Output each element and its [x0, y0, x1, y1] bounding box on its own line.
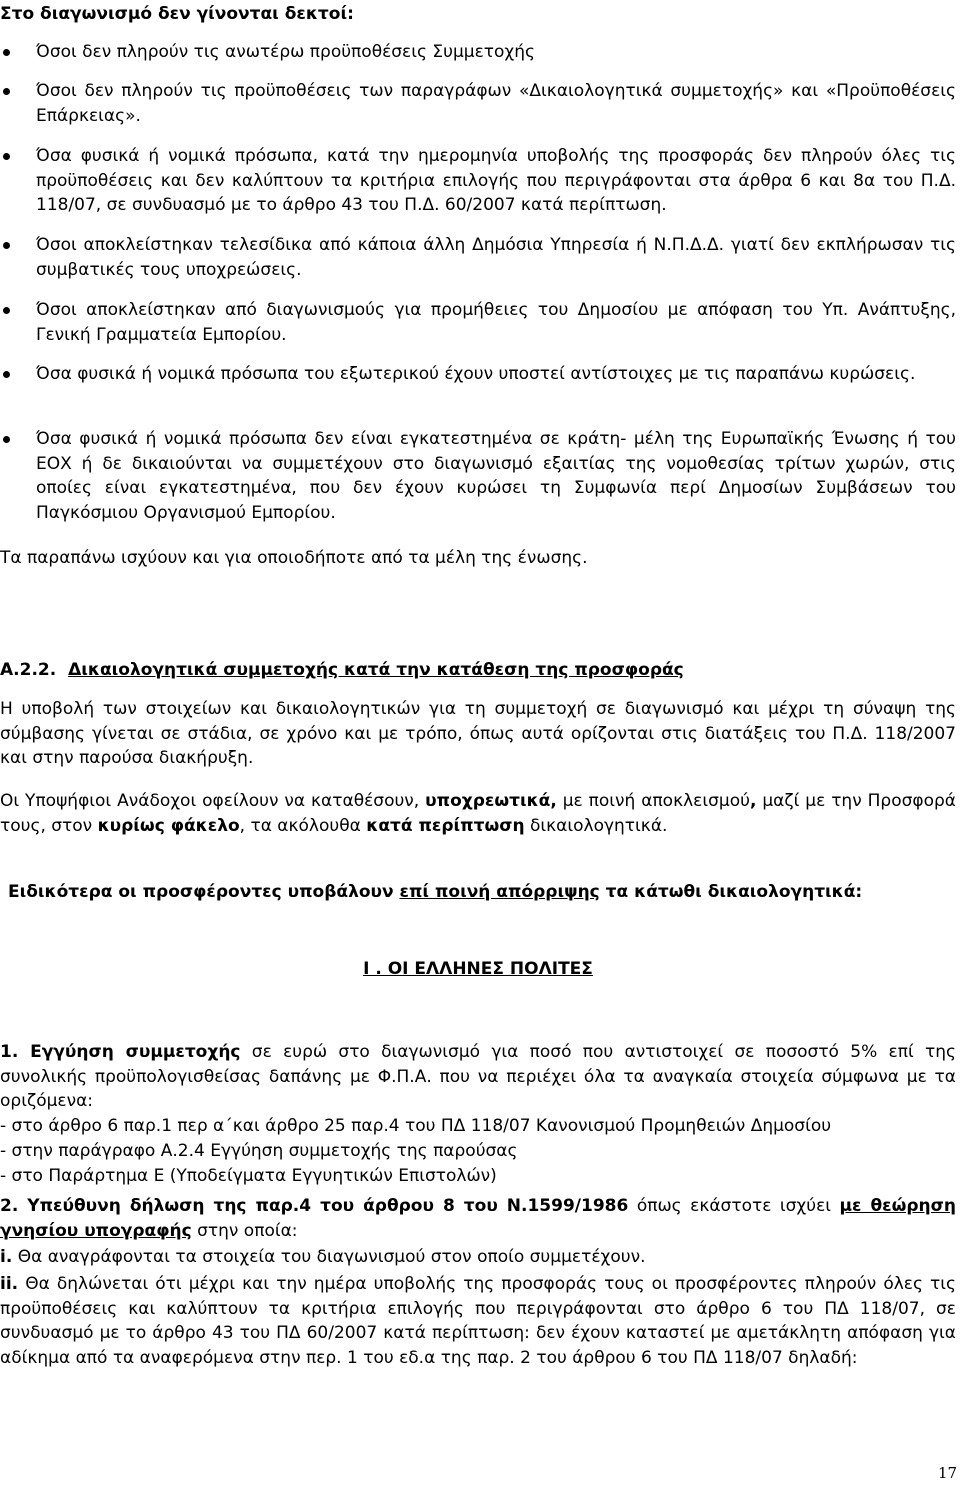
bullet-item [0, 362, 956, 387]
bullet-text: Όσα φυσικά ή νομικά πρόσωπα του εξωτερικού έχουν υποστεί αντίστοιχες με τις παραπάνω κυρώσεις. [36, 364, 916, 384]
point-i-text: Θα αναγράφονται τα στοιχεία του διαγωνισμού στον οποίο συμμετέχουν. [12, 1247, 646, 1267]
item1-text: σε ευρώ στο διαγωνισμό για ποσό που αντιστοιχεί σε ποσοστό 5% επί της συνολικής προϋπολογισθείσας δαπάνης με Φ.Π.Α. που να περιέχει όλα τα αναγκαία στοιχεία σύμφωνα με τα οριζόμενα: [0, 1042, 956, 1111]
obligation-bold-mandatory: υποχρεωτικά, [425, 791, 557, 811]
specifically-text: Ειδικότερα οι προσφέροντες υποβάλουν [8, 882, 400, 902]
bullet-item [0, 233, 956, 282]
specifically-paragraph [0, 880, 956, 905]
item1-line: - στο άρθρο 6 παρ.1 περ α΄και άρθρο 25 παρ.4 του ΠΔ 118/07 Κανονισμού Προμηθειών Δημοσίου [0, 1116, 832, 1136]
bullet-item [0, 298, 956, 347]
bullet-dot-icon [3, 153, 10, 160]
bullet-dot-icon [3, 49, 10, 56]
bullet-text: Όσα φυσικά ή νομικά πρόσωπα, κατά την ημερομηνία υποβολής της προσφοράς δεν πληρούν όλες τις προϋποθέσεις και δεν καλύπτουν τα κριτήρια επιλογής που περιγράφονται στα άρθρα 6 και 8α του Π.Δ. 118/07, σε συνδυασμό με το άρθρο 43 του Π.Δ. 60/2007 κατά περίπτωση. [36, 146, 956, 215]
section-a22-heading [0, 658, 956, 683]
point-ii-label: ii. [0, 1274, 19, 1294]
item2-underlined: με θεώρηση γνησίου υπογραφής [0, 1196, 957, 1241]
submission-paragraph: Η υποβολή των στοιχείων και δικαιολογητικών για τη συμμετοχή σε διαγωνισμό και μέχρι τη σύναψη της σύμβασης γίνεται σε στάδια, σε χρόνο και με τρόπο, όπως αυτά ορίζονται στις διατάξεις του Π.Δ. 118/2007 και στην παρούσα διακήρυξη. [0, 699, 956, 768]
obligation-bold-case: κατά περίπτωση [366, 815, 525, 836]
item2-paragraph [0, 1194, 956, 1243]
obligation-text: δικαιολογητικά. [524, 815, 668, 836]
item2-point-ii [0, 1272, 956, 1370]
item2-text: στην οποία: [191, 1220, 298, 1241]
point-ii-text: Θα δηλώνεται ότι μέχρι και την ημέρα υποβολής της προσφοράς τους οι προσφέροντες πληρούν όλες τις προϋποθέσεις και καλύπτουν τα κριτήρια επιλογής που περιγράφονται στο άρθρο 6 του ΠΔ 118/07, σε συνδυασμό με το άρθρο 43 του ΠΔ 60/2007 κατά περίπτωση: δεν έχουν καταστεί με αμετάκλητη απόφαση για αδίκημα από τα αναφερόμενα στην περ. 1 του εδ.α της παρ. 2 του άρθρου 6 του ΠΔ 118/07 δηλαδή: [0, 1274, 956, 1368]
obligation-text: μαζί με την Προσφορά τους, στον [0, 791, 956, 836]
section-greek-citizens [0, 957, 956, 982]
section-i-title: Ι . ΟΙ ΕΛΛΗΝΕΣ ΠΟΛΙΤΕΣ [363, 959, 593, 979]
bullet-text: Όσα φυσικά ή νομικά πρόσωπα δεν είναι εγκατεστημένα σε κράτη- μέλη της Ευρωπαϊκής Ένωσης ή του ΕΟΧ ή δε δικαιούνται να συμμετέχουν στο διαγωνισμό εξαιτίας της νομοθεσίας τρίτων χωρών, στις οποίες είναι εγκατεστημένα, που δεν έχουν κυρώσει τη Συμφωνία περί Δημοσίων Συμβάσεων του Παγκόσμιου Οργανισμού Εμπορίου. [36, 429, 956, 523]
obligation-text: , τα ακόλουθα [239, 815, 367, 836]
item1-paragraph [0, 1040, 956, 1114]
bullet-text: Όσοι αποκλείστηκαν τελεσίδικα από κάποια άλλη Δημόσια Υπηρεσία ή Ν.Π.Δ.Δ. γιατί δεν εκπλήρωσαν τις συμβατικές τους υποχρεώσεις. [36, 235, 956, 280]
obligation-paragraph [0, 789, 956, 838]
point-i-label: i. [0, 1247, 13, 1267]
bullet-dot-icon [3, 307, 10, 314]
item2-title: 2. Υπεύθυνη δήλωση της παρ.4 του άρθρου 8 του Ν.1599/1986 [0, 1196, 629, 1216]
members-note: Τα παραπάνω ισχύουν και για οποιοδήποτε από τα μέλη της ένωσης. [0, 548, 588, 568]
bullet-dot-icon [3, 436, 10, 443]
item2-point-i [0, 1245, 956, 1270]
bullet-text: Όσοι αποκλείστηκαν από διαγωνισμούς για προμήθειες του Δημοσίου με απόφαση του Υπ. Ανάπτυξης, Γενική Γραμματεία Εμπορίου. [36, 300, 956, 345]
obligation-text: με ποινή αποκλεισμού [556, 791, 750, 811]
specifically-underlined: επί ποινή απόρριψης [399, 882, 600, 902]
bullet-text: Όσοι δεν πληρούν τις ανωτέρω προϋποθέσεις Συμμετοχής [36, 42, 535, 62]
page-number: 17 [938, 1464, 958, 1482]
bullet-item [0, 144, 956, 218]
section-number: Α.2.2. [0, 660, 57, 680]
obligation-bold-comma: , [749, 791, 757, 811]
item1-title: 1. Εγγύηση συμμετοχής [0, 1042, 241, 1062]
bullet-item [0, 40, 956, 65]
obligation-bold-envelope: κυρίως φάκελο [97, 815, 240, 836]
bullet-text: Όσοι δεν πληρούν τις προϋποθέσεις των παραγράφων «Δικαιολογητικά συμμετοχής» και «Προϋποθέσεις Επάρκειας». [36, 81, 956, 126]
obligation-text: Οι Υποψήφιοι Ανάδοχοι οφείλουν να καταθέσουν, [0, 791, 426, 811]
section-title: Δικαιολογητικά συμμετοχής κατά την κατάθεση της προσφοράς [68, 660, 684, 680]
bullet-item [0, 427, 956, 525]
bullet-dot-icon [3, 242, 10, 249]
item1-line: - στην παράγραφο Α.2.4 Εγγύηση συμμετοχής της παρούσας [0, 1141, 518, 1161]
specifically-text: τα κάτωθι δικαιολογητικά: [599, 882, 863, 902]
item2-text: όπως εκάστοτε ισχύει [628, 1196, 840, 1216]
item1-line: - στο Παράρτημα Ε (Υποδείγματα Εγγυητικών Επιστολών) [0, 1166, 497, 1186]
heading-not-accepted: Στο διαγωνισμό δεν γίνονται δεκτοί: [0, 4, 354, 24]
bullet-item [0, 79, 956, 128]
bullet-dot-icon [3, 88, 10, 95]
bullet-dot-icon [3, 371, 10, 378]
